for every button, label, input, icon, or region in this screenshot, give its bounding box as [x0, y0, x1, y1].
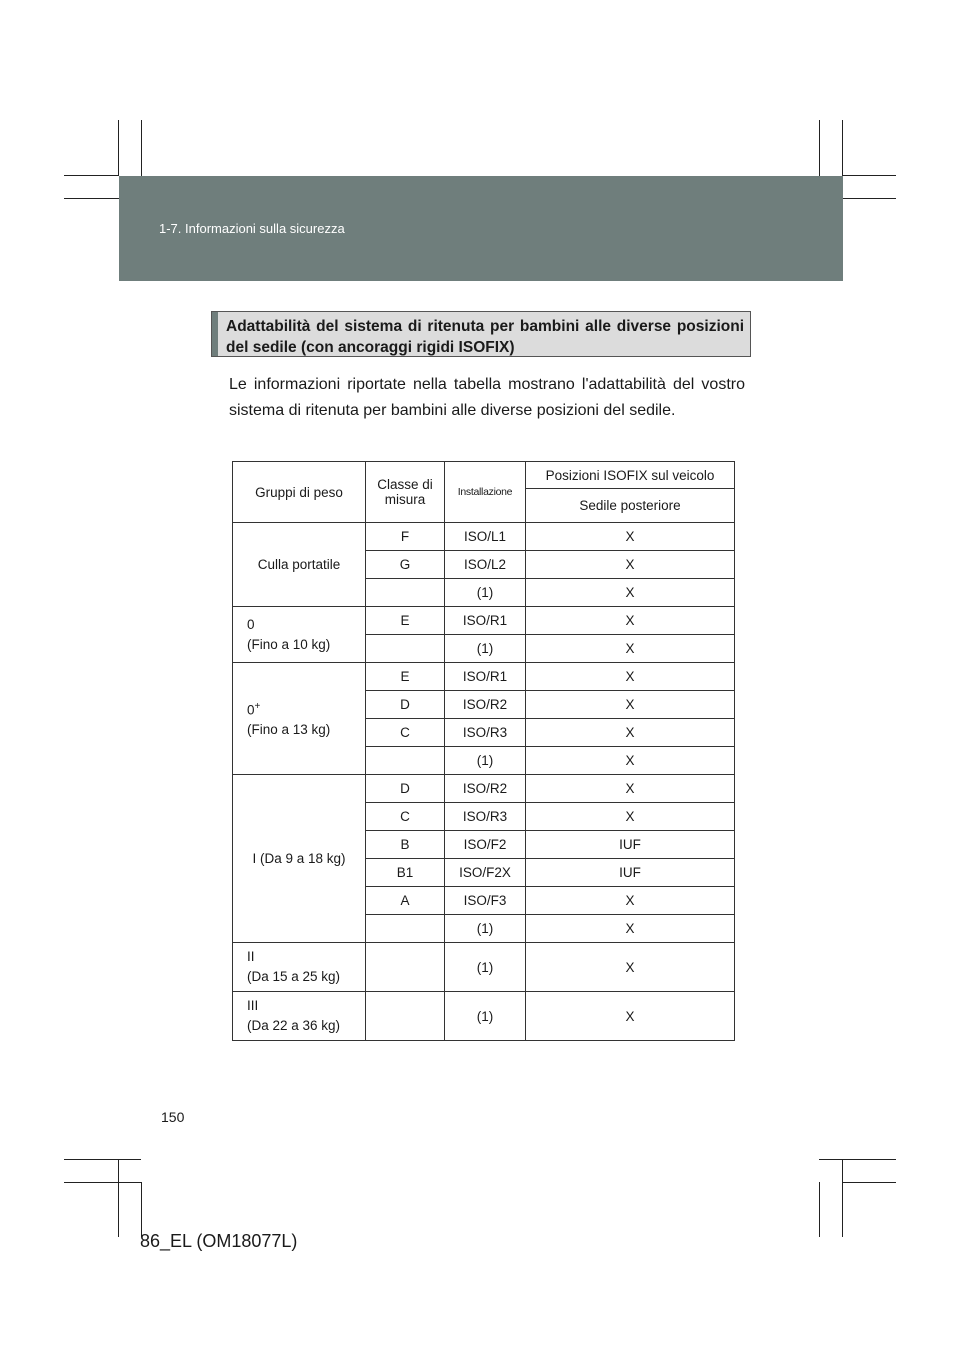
- crop-mark: [843, 198, 896, 199]
- weight-group-cell: [233, 523, 366, 607]
- weight-group-label: II: [247, 949, 255, 964]
- weight-group-range: (Da 22 a 36 kg): [247, 1018, 341, 1033]
- rear-seat-cell: X: [526, 607, 735, 635]
- crop-mark: [64, 1159, 141, 1160]
- intro-paragraph: Le informazioni riportate nella tabella mostrano l'adattabilità del vostro sistema di ritenuta per bambini alle diverse posizioni del sedile.: [229, 376, 745, 419]
- chapter-title: 1-7. Informazioni sulla sicurezza: [159, 221, 345, 236]
- weight-group-range: (Fino a 10 kg): [247, 636, 331, 652]
- installation-cell: ISO/R2: [445, 775, 526, 803]
- crop-mark: [118, 1159, 119, 1237]
- size-class-cell: [366, 747, 445, 775]
- size-class-cell: [366, 943, 445, 992]
- installation-cell: (1): [445, 915, 526, 943]
- header-size-class: Classe di misura: [366, 462, 445, 523]
- installation-cell: ISO/L2: [445, 551, 526, 579]
- weight-group-label: 0: [247, 702, 255, 718]
- rear-seat-cell: X: [526, 635, 735, 663]
- installation-cell: (1): [445, 992, 526, 1041]
- crop-mark: [819, 1182, 820, 1237]
- table-header-row: [233, 462, 735, 489]
- size-class-cell: G: [366, 551, 445, 579]
- rear-seat-cell: X: [526, 663, 735, 691]
- weight-group-superscript: +: [254, 700, 261, 712]
- installation-cell: ISO/F2: [445, 831, 526, 859]
- installation-cell: ISO/R1: [445, 607, 526, 635]
- section-accent-bar: [212, 312, 218, 356]
- rear-seat-cell: IUF: [526, 831, 735, 859]
- table-row: [233, 992, 735, 1041]
- header-weight-group: Gruppi di peso: [233, 462, 366, 523]
- crop-mark: [843, 175, 896, 176]
- weight-group-label: III: [247, 998, 259, 1013]
- installation-cell: (1): [445, 943, 526, 992]
- rear-seat-cell: X: [526, 992, 735, 1041]
- rear-seat-cell: X: [526, 943, 735, 992]
- installation-cell: ISO/R3: [445, 803, 526, 831]
- crop-mark: [842, 1159, 843, 1237]
- installation-cell: (1): [445, 747, 526, 775]
- size-class-cell: [366, 992, 445, 1041]
- crop-mark: [118, 120, 119, 176]
- size-class-cell: B1: [366, 859, 445, 887]
- page-number: 150: [161, 1109, 185, 1125]
- crop-mark: [141, 1182, 142, 1237]
- installation-cell: ISO/F2X: [445, 859, 526, 887]
- table-row: [233, 775, 735, 803]
- table-row: [233, 523, 735, 551]
- isofix-table: [232, 461, 735, 1041]
- rear-seat-cell: X: [526, 579, 735, 607]
- table-row: [233, 607, 735, 635]
- crop-mark: [842, 120, 843, 176]
- header-positions: Posizioni ISOFIX sul veicolo: [526, 462, 735, 489]
- installation-cell: (1): [445, 579, 526, 607]
- table-row: [233, 943, 735, 992]
- weight-group-cell: [233, 943, 366, 992]
- crop-mark: [64, 175, 119, 176]
- header-installation: Installazione: [445, 462, 526, 523]
- rear-seat-cell: IUF: [526, 859, 735, 887]
- weight-group-cell: [233, 775, 366, 943]
- installation-cell: (1): [445, 635, 526, 663]
- document-code: 86_EL (OM18077L): [140, 1231, 298, 1251]
- section-title: Adattabilità del sistema di ritenuta per bambini alle diverse posizioni del sedile (con ancoraggi rigidi ISOFIX): [226, 318, 744, 356]
- weight-group-label: 0: [247, 616, 255, 632]
- chapter-header: [119, 176, 843, 281]
- size-class-cell: E: [366, 607, 445, 635]
- weight-group-cell: [233, 992, 366, 1041]
- rear-seat-cell: X: [526, 803, 735, 831]
- installation-cell: ISO/R1: [445, 663, 526, 691]
- size-class-cell: E: [366, 663, 445, 691]
- installation-cell: ISO/R3: [445, 719, 526, 747]
- rear-seat-cell: X: [526, 719, 735, 747]
- rear-seat-cell: X: [526, 887, 735, 915]
- size-class-cell: B: [366, 831, 445, 859]
- crop-mark: [64, 198, 119, 199]
- crop-mark: [64, 1182, 141, 1183]
- weight-group-cell: [233, 607, 366, 663]
- size-class-cell: [366, 915, 445, 943]
- installation-cell: ISO/R2: [445, 691, 526, 719]
- crop-mark: [819, 120, 820, 176]
- section-heading-box: [211, 311, 751, 357]
- rear-seat-cell: X: [526, 775, 735, 803]
- table-row: [233, 663, 735, 691]
- crop-mark: [842, 1182, 896, 1183]
- weight-group-range: (Da 15 a 25 kg): [247, 969, 341, 984]
- rear-seat-cell: X: [526, 551, 735, 579]
- size-class-cell: A: [366, 887, 445, 915]
- size-class-cell: C: [366, 803, 445, 831]
- rear-seat-cell: X: [526, 523, 735, 551]
- weight-group-cell: [233, 663, 366, 775]
- rear-seat-cell: X: [526, 915, 735, 943]
- rear-seat-cell: X: [526, 747, 735, 775]
- crop-mark: [819, 1159, 896, 1160]
- weight-group-label: I (Da 9 a 18 kg): [252, 851, 346, 866]
- size-class-cell: F: [366, 523, 445, 551]
- header-rear-seat: Sedile posteriore: [526, 489, 735, 523]
- weight-group-label: Culla portatile: [257, 557, 341, 572]
- weight-group-range: (Fino a 13 kg): [247, 722, 331, 738]
- rear-seat-cell: X: [526, 691, 735, 719]
- size-class-cell: C: [366, 719, 445, 747]
- installation-cell: ISO/L1: [445, 523, 526, 551]
- crop-mark: [141, 120, 142, 176]
- size-class-cell: [366, 635, 445, 663]
- size-class-cell: D: [366, 691, 445, 719]
- size-class-cell: D: [366, 775, 445, 803]
- size-class-cell: [366, 579, 445, 607]
- installation-cell: ISO/F3: [445, 887, 526, 915]
